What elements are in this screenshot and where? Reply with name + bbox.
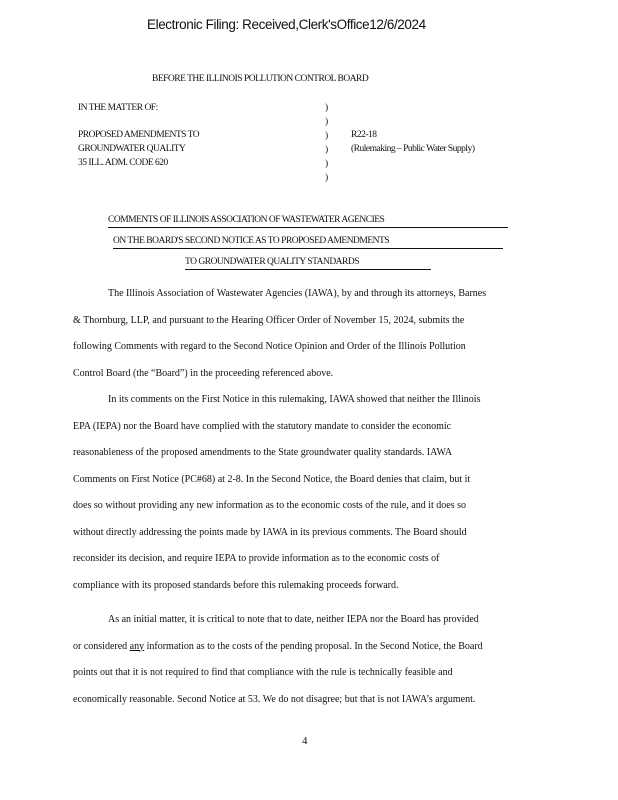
text-line: Comments on First Notice (PC#68) at 2-8. In the Second Notice, the Board denies that claim, but it [73, 473, 471, 485]
text-line: EPA (IEPA) nor the Board have complied with the statutory mandate to consider the economic [73, 420, 452, 432]
paren: ) [325, 145, 328, 155]
caption-line [78, 115, 199, 128]
text-line: economically reasonable. Second Notice at 53. We do not disagree; but that is not IAWA’s argument. [73, 693, 476, 705]
filing-stamp: Electronic Filing: Received,Clerk'sOffice12/6/2024 [147, 17, 426, 32]
heading-line-1: COMMENTS OF ILLINOIS ASSOCIATION OF WASTEWATER AGENCIES [108, 213, 508, 228]
text-line: following Comments with regard to the Second Notice Opinion and Order of the Illinois Pollution [73, 341, 466, 352]
text-line [73, 634, 547, 661]
docket-description: (Rulemaking – Public Water Supply) [351, 144, 475, 154]
heading-line-3: TO GROUNDWATER QUALITY STANDARDS [185, 255, 431, 270]
caption-line: GROUNDWATER QUALITY [78, 144, 186, 154]
text-line: without directly addressing the points made by IAWA in its previous comments. The Board should [73, 526, 467, 538]
text-line: The Illinois Association of Wastewater Agencies (IAWA), by and through its attorneys, Barnes [108, 288, 487, 299]
paragraph-1 [73, 281, 547, 387]
text-fragment: or considered [73, 640, 130, 652]
text-line: Control Board (the “Board”) in the proceeding referenced above. [73, 367, 334, 379]
text-line: compliance with its proposed standards before this rulemaking proceeds forward. [73, 579, 399, 591]
text-line: reconsider its decision, and require IEPA to provide information as to the economic costs of [73, 553, 440, 564]
paragraph-2 [73, 387, 547, 599]
caption-line: 35 ILL. ADM. CODE 620 [78, 158, 168, 168]
text-fragment: information as to the costs of the pending proposal. In the Second Notice, the Board [144, 640, 483, 652]
paren: ) [325, 103, 328, 113]
caption-line: PROPOSED AMENDMENTS TO [78, 130, 200, 140]
text-line: In its comments on the First Notice in this rulemaking, IAWA showed that neither the Illinois [108, 394, 481, 405]
paren: ) [325, 173, 328, 183]
caption-left [78, 101, 199, 170]
text-line: does so without providing any new information as to the economic costs of the rule, and it does so [73, 500, 466, 511]
emphasis-any: any [129, 640, 145, 652]
text-line: & Thornburg, LLP, and pursuant to the Hearing Officer Order of November 15, 2024, submits the [73, 314, 465, 326]
docket-number: R22-18 [351, 130, 377, 140]
paragraph-3 [73, 607, 547, 713]
text-line: points out that it is not required to find that compliance with the rule is technically feasible and [73, 667, 453, 678]
paren: ) [325, 117, 328, 127]
caption-line: IN THE MATTER OF: [78, 103, 158, 113]
paren: ) [325, 131, 328, 141]
text-line: As an initial matter, it is critical to note that to date, neither IEPA nor the Board has provided [108, 614, 479, 625]
caption-right [351, 128, 475, 156]
caption-parens [325, 101, 328, 185]
page-number: 4 [302, 735, 308, 747]
board-title: BEFORE THE ILLINOIS POLLUTION CONTROL BOARD [152, 74, 369, 84]
text-line: reasonableness of the proposed amendments to the State groundwater quality standards. IAWA [73, 447, 453, 458]
heading-line-2: ON THE BOARD'S SECOND NOTICE AS TO PROPOSED AMENDMENTS [113, 234, 503, 249]
paren: ) [325, 159, 328, 169]
